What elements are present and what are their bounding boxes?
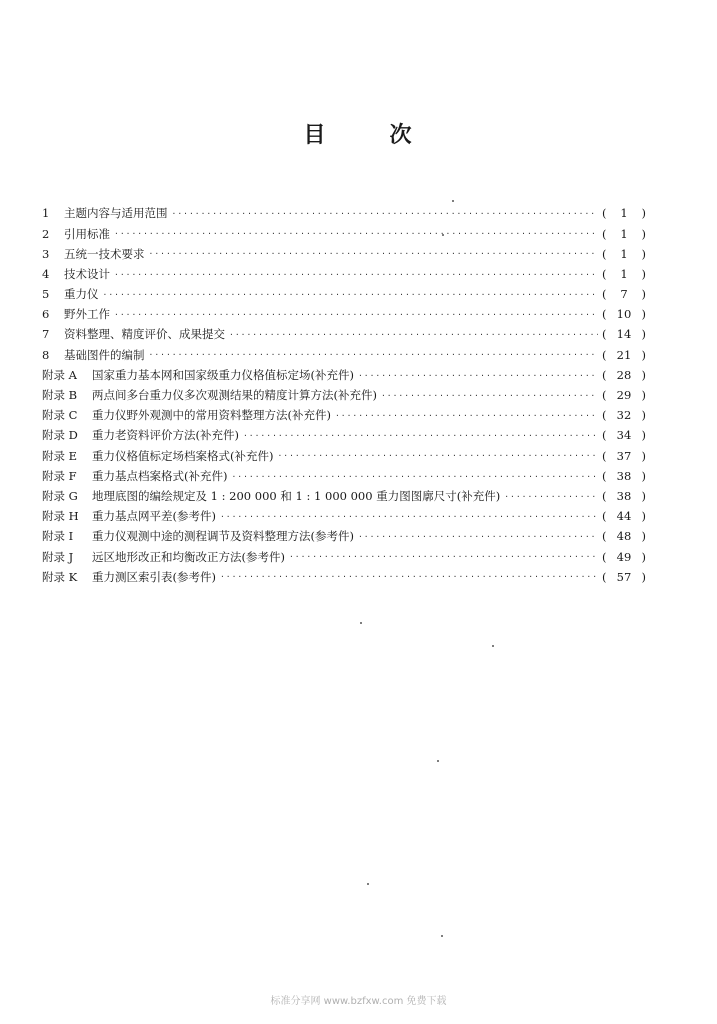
- toc-entry[interactable]: [42, 224, 646, 244]
- toc-leader-dots: [231, 473, 598, 481]
- title-char-right: 次: [389, 122, 414, 148]
- toc-entry[interactable]: [42, 325, 646, 345]
- toc-entry-title: 主题内容与适用范围: [64, 206, 168, 221]
- toc-leader-dots: [229, 331, 598, 339]
- toc-leader-dots: [220, 513, 598, 521]
- toc-entry[interactable]: [42, 426, 646, 446]
- toc-leader-dots: [149, 250, 599, 258]
- table-of-contents: [42, 204, 646, 588]
- toc-entry-number: 2: [42, 226, 50, 241]
- toc-entry-number: 5: [42, 287, 50, 302]
- toc-entry[interactable]: [42, 305, 646, 325]
- toc-entry-title: 重力老资料评价方法(补充件): [92, 428, 239, 443]
- toc-entry-number: 附录 B: [42, 388, 78, 403]
- toc-page-number: 34: [616, 428, 632, 443]
- toc-entry[interactable]: [42, 446, 646, 466]
- toc-page-number: 21: [616, 347, 632, 362]
- toc-page-number: 38: [616, 468, 632, 483]
- toc-entry-number: 8: [42, 347, 50, 362]
- toc-leader-dots: [504, 493, 598, 501]
- toc-page-number: 1: [620, 246, 628, 261]
- toc-entry[interactable]: [42, 547, 646, 567]
- toc-page-number: 49: [616, 549, 632, 564]
- toc-leader-dots: [243, 432, 598, 440]
- toc-entry-number: 4: [42, 266, 50, 281]
- toc-entry-number: 附录 D: [42, 428, 78, 443]
- toc-entry-title: 两点间多台重力仪多次观测结果的精度计算方法(补充件): [92, 388, 377, 403]
- toc-page-ref: ( 34 ): [602, 428, 646, 443]
- toc-page-ref: ( 48 ): [602, 529, 646, 544]
- toc-entry-title: 技术设计: [64, 266, 110, 281]
- toc-page-number: 44: [616, 509, 632, 524]
- toc-page-number: 28: [616, 367, 632, 382]
- toc-entry-title: 五统一技术要求: [64, 246, 145, 261]
- toc-page-number: 37: [616, 448, 632, 463]
- page-title: [0, 118, 717, 149]
- title-char-left: 目: [303, 122, 328, 148]
- toc-page-ref: ( 57 ): [602, 569, 646, 584]
- toc-leader-dots: [277, 452, 598, 460]
- toc-entry-number: 1: [42, 206, 50, 221]
- toc-entry-title: 引用标准: [64, 226, 110, 241]
- toc-page-number: 7: [620, 287, 628, 302]
- toc-page-ref: ( 29 ): [602, 388, 646, 403]
- toc-entry[interactable]: [42, 204, 646, 224]
- toc-entry-title: 重力测区索引表(参考件): [92, 569, 216, 584]
- toc-page-number: 1: [620, 266, 628, 281]
- toc-page-number: 1: [620, 226, 628, 241]
- toc-page-number: 29: [616, 388, 632, 403]
- toc-page-ref: ( 37 ): [602, 448, 646, 463]
- toc-entry[interactable]: [42, 244, 646, 264]
- toc-page-ref: ( 7 ): [602, 287, 646, 302]
- toc-entry[interactable]: [42, 487, 646, 507]
- toc-entry[interactable]: [42, 527, 646, 547]
- toc-leader-dots: [335, 412, 598, 420]
- toc-entry-title: 国家重力基本网和国家级重力仪格值标定场(补充件): [92, 367, 354, 382]
- scan-speck: [442, 234, 444, 236]
- scan-speck: [441, 935, 443, 937]
- scan-speck: [452, 200, 454, 202]
- toc-entry-title: 重力仪观测中途的测程调节及资料整理方法(参考件): [92, 529, 354, 544]
- toc-entry[interactable]: [42, 285, 646, 305]
- toc-leader-dots: [114, 230, 598, 238]
- toc-entry-title: 远区地形改正和均衡改正方法(参考件): [92, 549, 285, 564]
- toc-entry-title: 地理底图的编绘规定及 1 : 200 000 和 1 : 1 000 000 重力图图廓尺寸(补充件): [92, 488, 501, 503]
- toc-entry[interactable]: [42, 466, 646, 486]
- toc-entry-title: 重力仪: [64, 287, 99, 302]
- toc-entry[interactable]: [42, 507, 646, 527]
- toc-entry-title: 重力基点网平差(参考件): [92, 509, 216, 524]
- toc-entry[interactable]: [42, 265, 646, 285]
- scan-speck: [437, 760, 439, 762]
- toc-entry-number: 附录 G: [42, 488, 78, 503]
- toc-entry-title: 重力仪野外观测中的常用资料整理方法(补充件): [92, 408, 331, 423]
- toc-page-ref: ( 1 ): [602, 226, 646, 241]
- toc-page-number: 48: [616, 529, 632, 544]
- toc-page-number: 10: [616, 307, 632, 322]
- toc-entry-number: 附录 J: [42, 549, 74, 564]
- toc-leader-dots: [103, 291, 599, 299]
- toc-page-ref: ( 14 ): [602, 327, 646, 342]
- toc-leader-dots: [381, 392, 598, 400]
- toc-page-ref: ( 38 ): [602, 468, 646, 483]
- scan-speck: [367, 883, 369, 885]
- toc-entry-title: 重力基点档案格式(补充件): [92, 468, 228, 483]
- toc-page-ref: ( 1 ): [602, 266, 646, 281]
- toc-page-ref: ( 1 ): [602, 206, 646, 221]
- toc-entry-title: 资料整理、精度评价、成果提交: [64, 327, 225, 342]
- toc-entry-number: 7: [42, 327, 50, 342]
- scan-speck: [360, 622, 362, 624]
- scan-speck: [492, 645, 494, 647]
- toc-entry[interactable]: [42, 345, 646, 365]
- toc-entry[interactable]: [42, 366, 646, 386]
- toc-leader-dots: [358, 372, 598, 380]
- toc-entry-number: 6: [42, 307, 50, 322]
- toc-page-number: 57: [616, 569, 632, 584]
- toc-page-ref: ( 32 ): [602, 408, 646, 423]
- toc-entry-title: 野外工作: [64, 307, 110, 322]
- toc-entry-number: 附录 K: [42, 569, 78, 584]
- toc-entry-number: 附录 F: [42, 468, 77, 483]
- toc-page-ref: ( 1 ): [602, 246, 646, 261]
- toc-entry-number: 3: [42, 246, 50, 261]
- toc-page-number: 1: [620, 206, 628, 221]
- toc-entry[interactable]: [42, 386, 646, 406]
- toc-page-ref: ( 44 ): [602, 509, 646, 524]
- toc-entry-number: 附录 C: [42, 408, 78, 423]
- toc-entry-number: 附录 I: [42, 529, 74, 544]
- toc-leader-dots: [114, 271, 598, 279]
- toc-page-number: 32: [616, 408, 632, 423]
- toc-leader-dots: [172, 210, 599, 218]
- toc-page-ref: ( 38 ): [602, 488, 646, 503]
- toc-entry-title: 重力仪格值标定场档案格式(补充件): [92, 448, 274, 463]
- toc-entry-number: 附录 E: [42, 448, 78, 463]
- toc-leader-dots: [358, 533, 598, 541]
- toc-entry-number: 附录 A: [42, 367, 77, 382]
- toc-entry[interactable]: [42, 406, 646, 426]
- toc-entry-number: 附录 H: [42, 509, 79, 524]
- toc-entry[interactable]: [42, 567, 646, 587]
- toc-page-ref: ( 28 ): [602, 367, 646, 382]
- toc-entry-title: 基础图件的编制: [64, 347, 145, 362]
- toc-page-ref: ( 21 ): [602, 347, 646, 362]
- toc-page-number: 14: [616, 327, 632, 342]
- toc-leader-dots: [149, 351, 599, 359]
- toc-page-number: 38: [616, 488, 632, 503]
- watermark-text: 标准分享网 www.bzfxw.com 免费下载: [270, 996, 447, 1007]
- toc-page-ref: ( 49 ): [602, 549, 646, 564]
- toc-page-ref: ( 10 ): [602, 307, 646, 322]
- toc-leader-dots: [114, 311, 598, 319]
- toc-leader-dots: [289, 553, 598, 561]
- toc-leader-dots: [220, 573, 598, 581]
